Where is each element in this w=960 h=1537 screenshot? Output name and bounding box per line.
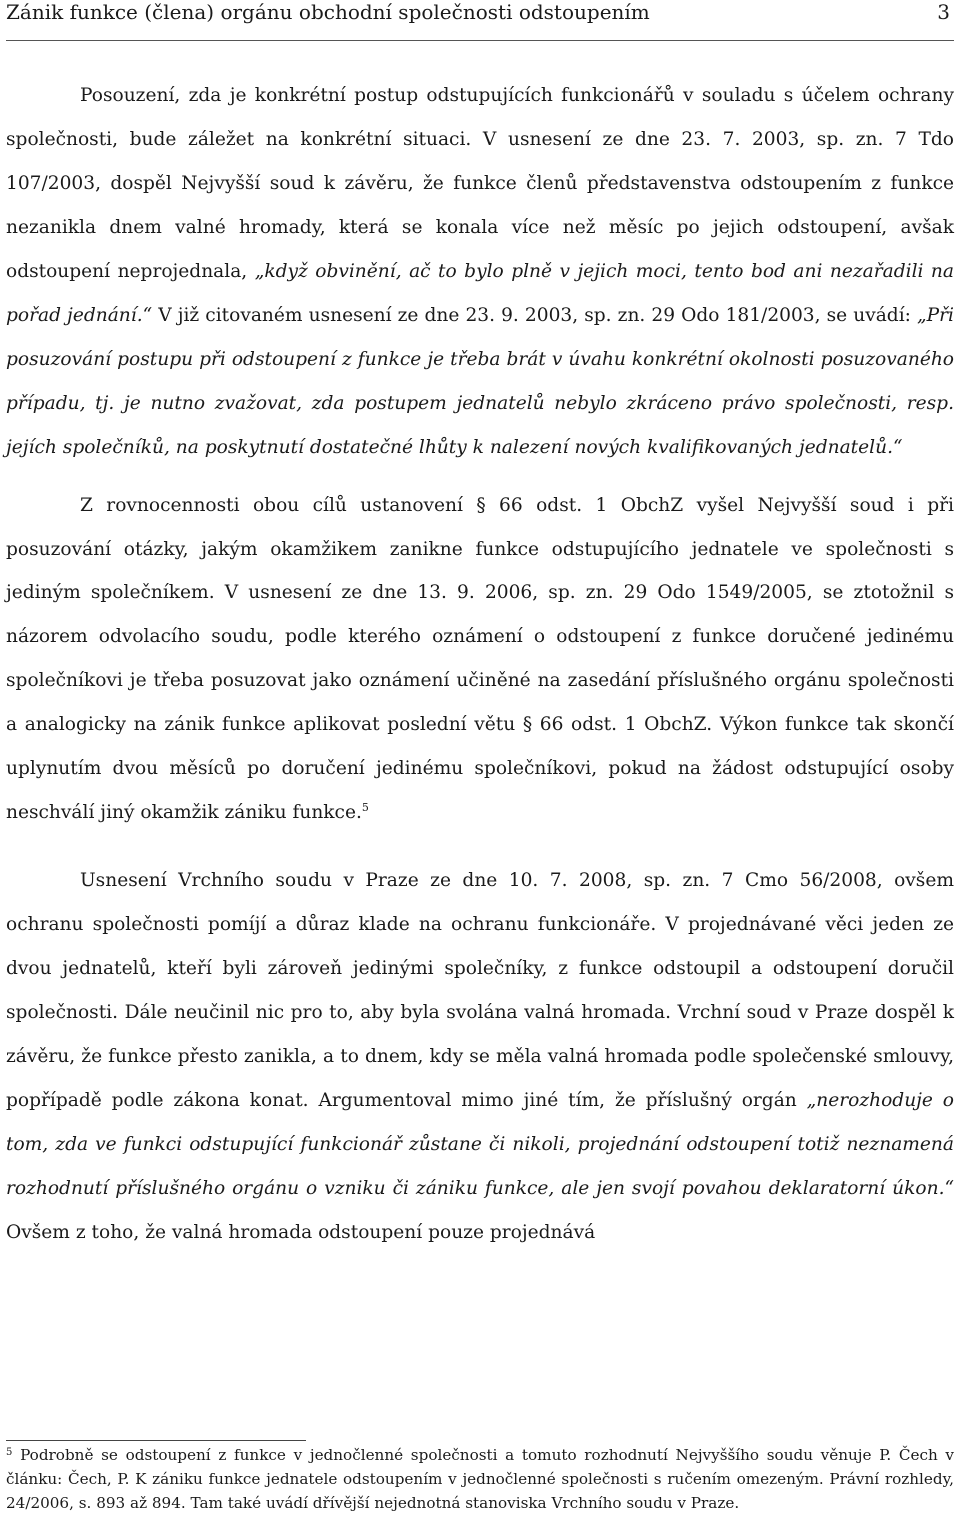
footnote-text: Podrobně se odstoupení z funkce v jednočlenné společnosti a tomuto rozhodnutí Nejvyššího soudu věnuje P. Čech v článku: Čech, P. K zániku funkce jednatele odstoupením v jednočlenné společnosti s ručením omezeným. Právní rozhledy, 24/2006, s. 893 až 894. Tam také uvádí dřívější nejednotná stanoviska Vrchního soudu v Praze. — [6, 1446, 955, 1512]
paragraph-3 — [6, 859, 954, 1255]
paragraph-1-text-a: Posouzení, zda je konkrétní postup odstupujících funkcionářů v souladu s účelem ochrany společnosti, bude záležet na konkrétní situaci. V usnesení ze dne 23. 7. 2003, sp. zn. 7 Tdo 107/2003, dospěl Nejvyšší soud k závěru, že funkce členů představenstva odstoupením z funkce nezanikla dnem valné hromady, která se konala více než měsíc po jejich odstoupení, avšak odstoupení neprojednala, — [6, 85, 954, 282]
document-body — [6, 74, 954, 1255]
paragraph-2-text: Z rovnocennosti obou cílů ustanovení § 66 odst. 1 ObchZ vyšel Nejvyšší soud i při posuzování otázky, jakým okamžikem zanikne funkce odstupujícího jednatele ve společnosti s jediným společníkem. V usnesení ze dne 13. 9. 2006, sp. zn. 29 Odo 1549/2005, se ztotožnil s názorem odvolacího soudu, podle kterého oznámení o odstoupení z funkce doručené jedinému společníkovi je třeba posuzovat jako oznámení učiněné na zasedání příslušného orgánu společnosti a analogicky na zánik funkce aplikovat poslední větu § 66 odst. 1 ObchZ. Výkon funkce tak skončí uplynutím dvou měsíců po doručení jedinému společníkovi, pokud na žádost odstupující osoby neschválí jiný okamžik zániku funkce. — [6, 494, 954, 824]
paragraph-1-quote-b: „Při posuzování postupu při odstoupení z funkce je třeba brát v úvahu konkrétní okolnosti posuzovaného případu, tj. je nutno zvažovat, zda postupem jednatelů nebylo zkráceno právo společnosti, resp. jejích společníků, na poskytnutí dostatečné lhůty k nalezení nových kvalifikovaných jednatelů.“ — [6, 304, 954, 458]
page-number: 3 — [937, 0, 950, 24]
paragraph-1 — [6, 74, 954, 470]
paragraph-3-quote: „nerozhoduje o tom, zda ve funkci odstupující funkcionář zůstane či nikoli, projednání odstoupení totiž neznamená rozhodnutí příslušného orgánu o vzniku či zániku funkce, ale jen svojí povahou deklaratorní úkon.“ — [6, 1089, 954, 1199]
footnote-separator — [6, 1440, 306, 1441]
footnote — [6, 1443, 954, 1515]
footnote-number: 5 — [6, 1447, 13, 1458]
footnote-reference[interactable]: 5 — [361, 801, 369, 815]
running-title: Zánik funkce (člena) orgánu obchodní společnosti odstoupením — [6, 0, 650, 24]
paragraph-2 — [6, 484, 954, 836]
paragraph-3-text-b: Ovšem z toho, že valná hromada odstoupení pouze projednává — [6, 1221, 596, 1243]
paragraph-1-quote-a: „když obvinění, ač to bylo plně v jejich moci, tento bod ani nezařadili na pořad jednání.“ — [6, 260, 954, 326]
page-header — [6, 0, 954, 41]
paragraph-3-text-a: Usnesení Vrchního soudu v Praze ze dne 10. 7. 2008, sp. zn. 7 Cmo 56/2008, ovšem ochranu společnosti pomíjí a důraz klade na ochranu funkcionáře. V projednávané věci jeden ze dvou jednatelů, kteří byli zároveň jedinými společníky, z funkce odstoupil a odstoupení doručil společnosti. Dále neučinil nic pro to, aby byla svolána valná hromada. Vrchní soud v Praze dospěl k závěru, že funkce přesto zanikla, a to dnem, kdy se měla valná hromada podle společenské smlouvy, popřípadě podle zákona konat. Argumentoval mimo jiné tím, že příslušný orgán — [6, 870, 954, 1111]
paragraph-1-text-b: V již citovaném usnesení ze dne 23. 9. 2003, sp. zn. 29 Odo 181/2003, se uvádí: — [152, 304, 918, 326]
